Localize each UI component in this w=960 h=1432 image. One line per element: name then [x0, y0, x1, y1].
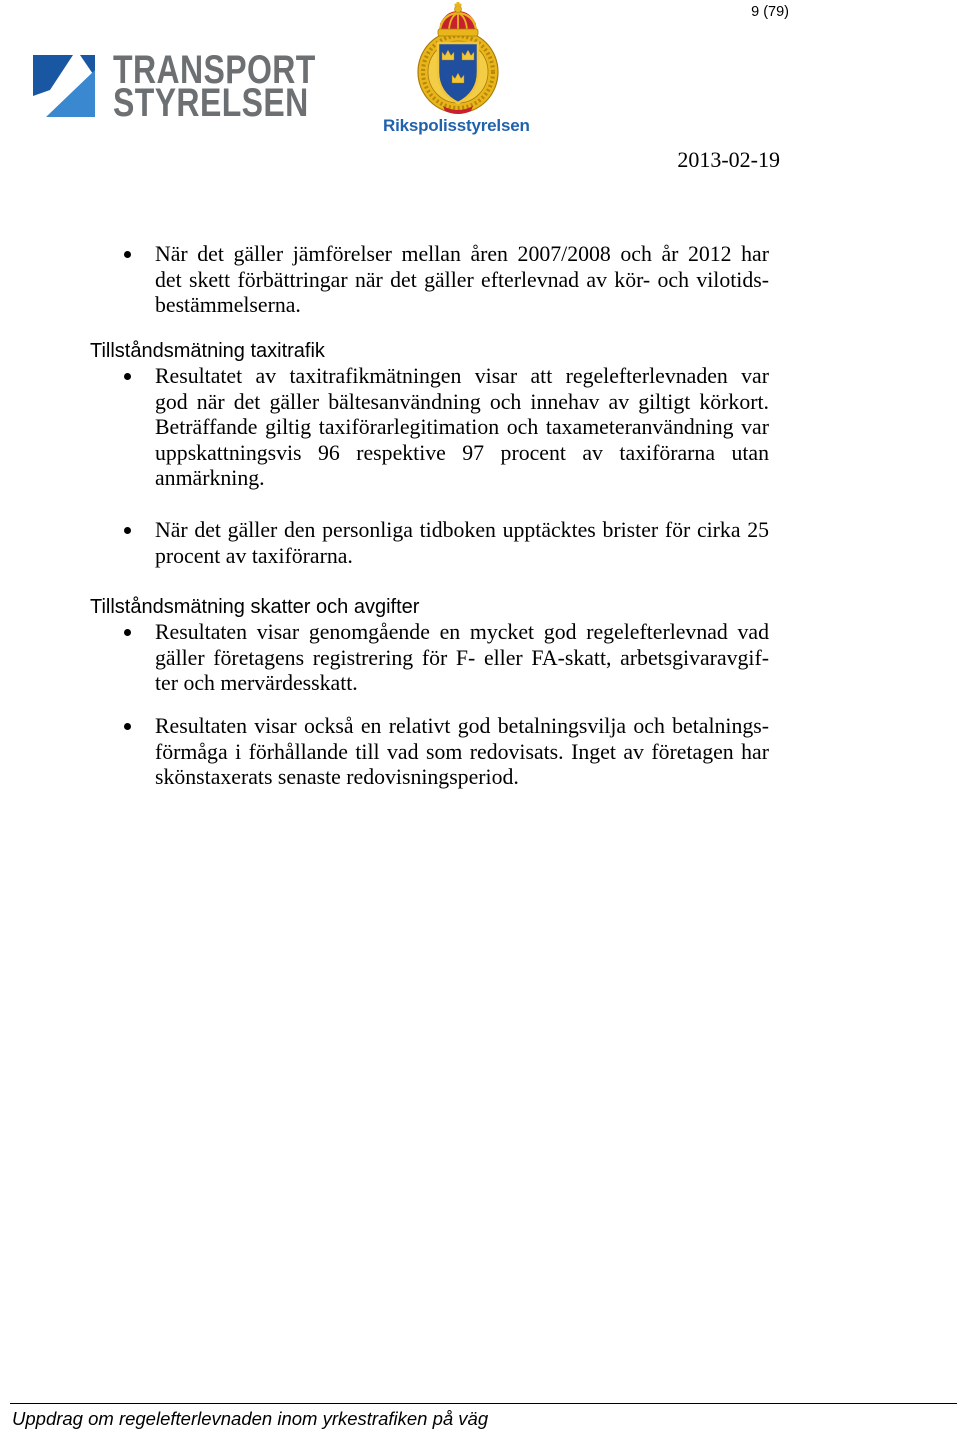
bullet-text-line: ter och mervärdesskatt. [155, 671, 358, 696]
bullet-item [155, 714, 769, 791]
royal-crown-icon [438, 2, 478, 36]
bullet-dot-icon [124, 373, 131, 380]
bullet-dot-icon [124, 629, 131, 636]
bullet-item [155, 364, 769, 492]
document-date: 2013-02-19 [677, 147, 780, 172]
mark-upper-left-shape [33, 55, 73, 96]
bullet-text-line: Resultaten visar genomgående en mycket god regelefterlevnad vad [155, 620, 769, 644]
bullet-dot-icon [124, 251, 131, 258]
bullet-text-line: procent av taxiförarna. [155, 543, 353, 568]
bullet-text-line: skönstaxerats senaste redovisningsperiod. [155, 765, 519, 790]
logo-text-line: STYRELSEN [113, 81, 309, 125]
transportstyrelsen-logo-text [113, 48, 316, 125]
footer-divider [10, 1403, 957, 1404]
footer-title: Uppdrag om regelefterlevnaden inom yrkestrafiken på väg [12, 1408, 489, 1429]
bullet-text-line: gäller företagens registrering för F- eller FA-skatt, arbetsgivaravgif- [155, 645, 769, 670]
bullet-text-line: bestämmelserna. [155, 293, 301, 318]
bullet-dot-icon [124, 723, 131, 730]
transportstyrelsen-mark-icon [33, 55, 95, 117]
bullet-text-line: Resultatet av taxitrafikmätningen visar att regelefterlevnaden var [155, 364, 769, 388]
section-heading: Tillståndsmätning taxitrafik [90, 340, 325, 362]
bullet-text-line: anmärkning. [155, 466, 265, 491]
rikspolisstyrelsen-logo-text: Rikspolisstyrelsen [383, 116, 530, 135]
section-heading: Tillståndsmätning skatter och avgifter [90, 596, 420, 618]
bullet-item [155, 620, 769, 697]
bullet-text-line: Resultaten visar också en relativt god betalningsvilja och betalnings- [155, 714, 769, 738]
bullet-item [155, 518, 769, 569]
bullet-text-line: det skett förbättringar när det gäller efterlevnad av kör- och vilotids- [155, 267, 769, 292]
bullet-text-line: När det gäller jämförelser mellan åren 2007/2008 och år 2012 har [155, 242, 769, 266]
bullet-text-line: förmåga i förhållande till vad som redovisats. Inget av företagen har [155, 739, 769, 764]
bullet-text-line: När det gäller den personliga tidboken upptäcktes brister för cirka 25 [155, 518, 769, 542]
bullet-item [155, 242, 769, 319]
page-number: 9 (79) [751, 4, 789, 20]
bullet-dot-icon [124, 527, 131, 534]
bullet-text-line: Beträffande giltig taxiförarlegitimation och taxameteranvändning var [155, 415, 769, 440]
police-coat-of-arms-icon [413, 2, 503, 115]
bullet-text-line: god när det gäller bältesanvändning och innehav av giltigt körkort. [155, 389, 769, 414]
bullet-text-line: uppskattningsvis 96 respektive 97 procent av taxiförarna utan [155, 440, 769, 465]
logo-text-line: TRANSPORT [113, 48, 316, 92]
